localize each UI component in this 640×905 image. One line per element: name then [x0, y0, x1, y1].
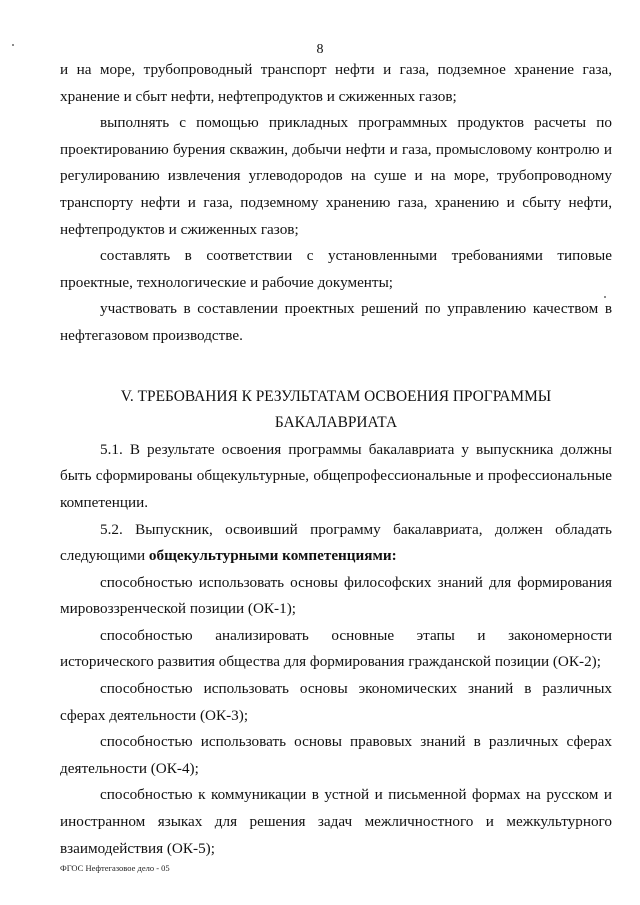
- section-heading: V. ТРЕБОВАНИЯ К РЕЗУЛЬТАТАМ ОСВОЕНИЯ ПРОГРАММЫ: [120, 387, 552, 405]
- paragraph-5-1: 5.1. В результате освоения программы бакалавриата у выпускника должны быть сформированы общекультурные, общепрофессиональные и профессиональные компетенции.: [60, 440, 612, 511]
- paragraph-5-2-text: 5.2. Выпускник, освоивший программу бакалавриата, должен обладать следующими: [60, 520, 612, 565]
- paragraph: выполнять с помощью прикладных программных продуктов расчеты по проектированию бурения скважин, добычи нефти и газа, промысловому контролю и регулированию извлечения углеводородов на суше и на море, трубопроводному транспорту нефти и газа, подземному хранению газа, хранению и сбыту нефти, нефтепродуктов и сжиженных газов;: [60, 114, 612, 238]
- competency-item: способностью анализировать основные этапы и закономерности исторического развития общества для формирования гражданской позиции (ОК-2);: [60, 626, 612, 671]
- competency-item: способностью использовать основы правовых знаний в различных сферах деятельности (ОК-4);: [60, 733, 612, 777]
- competency-item: способностью использовать основы экономических знаний в различных сферах деятельности (ОК-3);: [60, 680, 612, 724]
- section-heading-continued: БАКАЛАВРИАТА: [274, 414, 398, 432]
- competency-item: способностью использовать основы философских знаний для формирования мировоззренческой позиции (ОК-1);: [60, 573, 612, 618]
- page-body: [60, 57, 612, 862]
- page-number: 8: [316, 42, 324, 57]
- paragraph: составлять в соответствии с установленными требованиями типовые проектные, технологические и рабочие документы;: [60, 247, 612, 291]
- page-footer: ФГОС Нефтегазовое дело - 05: [60, 863, 170, 873]
- paragraph: участвовать в составлении проектных решений по управлению качеством в нефтегазовом производстве.: [60, 300, 612, 344]
- paragraph: и на море, трубопроводный транспорт нефти и газа, подземное хранение газа, хранение и сбыт нефти, нефтепродуктов и сжиженных газов;: [60, 61, 612, 105]
- competency-item: способностью к коммуникации в устной и письменной формах на русском и иностранном языках для решения задач межличностного и межкультурного взаимодействия (ОК-5);: [60, 786, 612, 857]
- bold-term: общекультурными компетенциями:: [148, 547, 397, 565]
- paragraph-5-2: [60, 517, 612, 570]
